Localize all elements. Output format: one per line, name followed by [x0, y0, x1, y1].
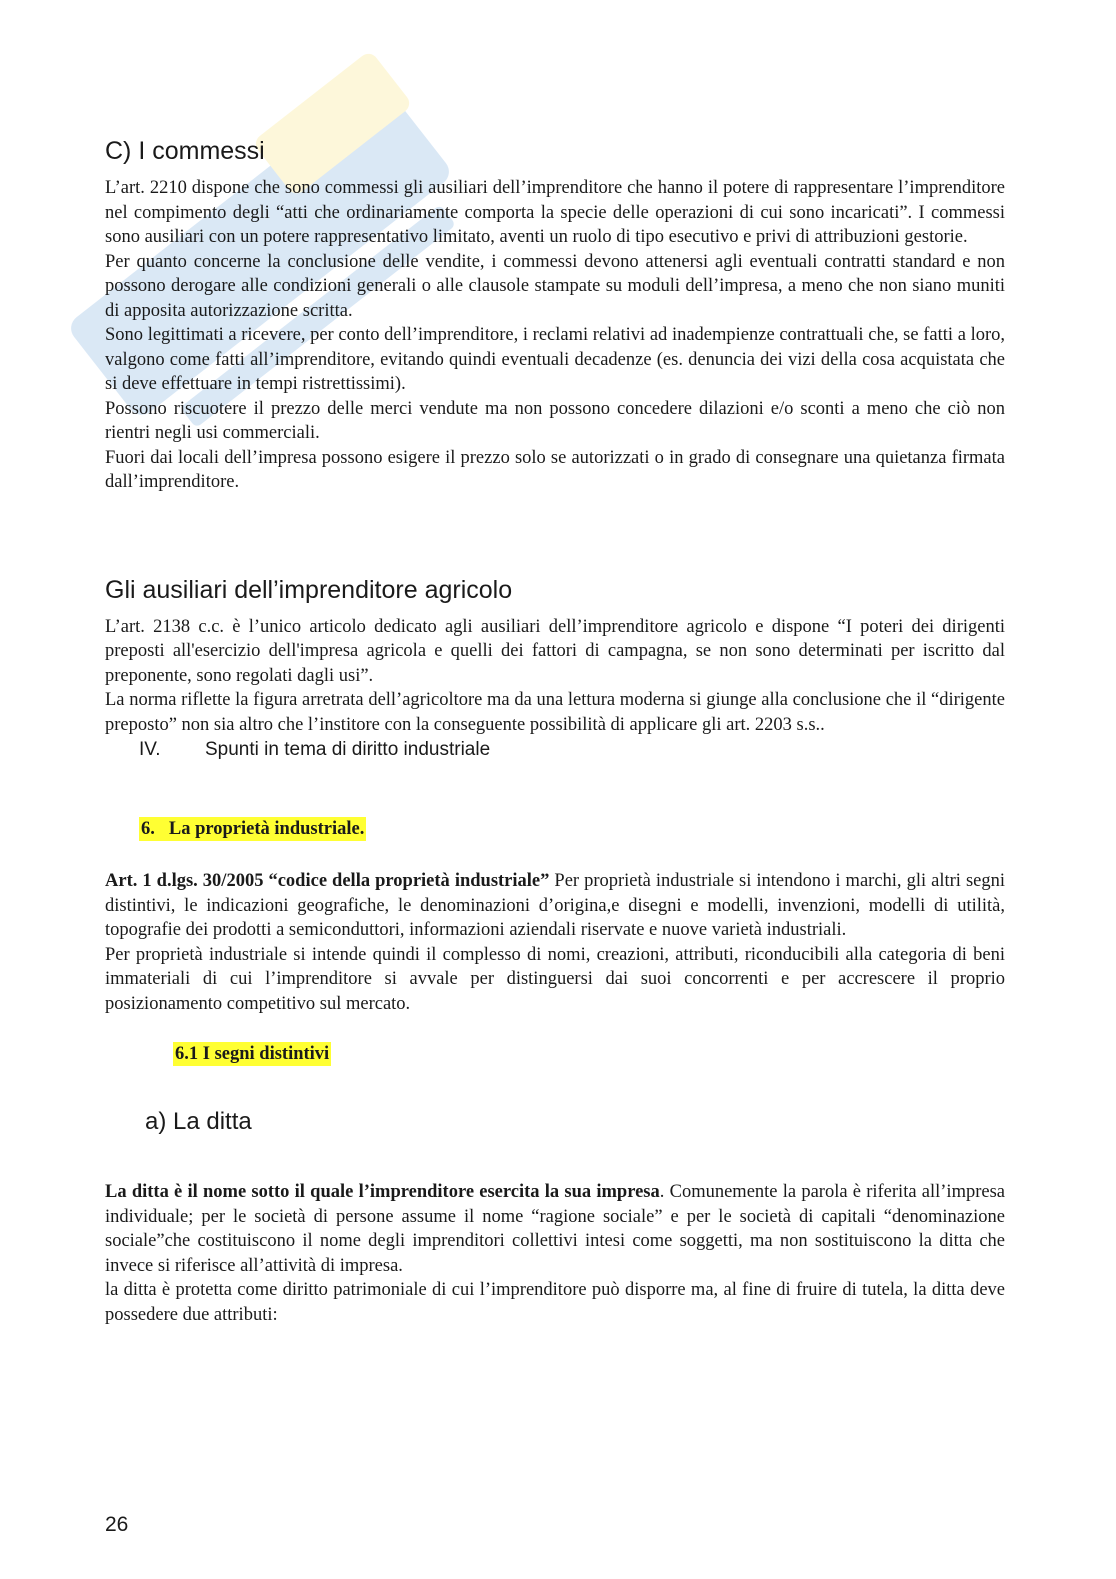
- subsection-title-ditta: a) La ditta: [145, 1108, 252, 1135]
- heading-number: 6.: [141, 819, 155, 839]
- paragraph: Possono riscuotere il prezzo delle merci vendute ma non possono concedere dilazioni e/o sconti a meno che ciò non rientri negli usi commerciali.: [105, 398, 1005, 443]
- section-title-agricolo: Gli ausiliari dell’imprenditore agricolo: [105, 575, 513, 604]
- highlighted-heading-6: [139, 817, 366, 841]
- paragraph-text: Per proprietà industriale si intendono i marchi, gli altri segni distintivi, le indicazioni geografiche, le denominazioni d’origina,e disegni e modelli, invenzioni, modelli di utilità, topografie dei prodotti a semiconduttori, informazioni aziendali riservate e nuove varietà industriali.: [105, 871, 1005, 940]
- paragraph: Sono legittimati a ricevere, per conto dell’imprenditore, i reclami relativi ad inadempienze contrattuali che, se fatti a loro, valgono come fatti all’imprenditore, evitando quindi eventuali decadenze (es. denuncia dei vizi della cosa acquistata che si deve effettuare in tempi ristrettissimi).: [105, 325, 1005, 394]
- paragraph: Per proprietà industriale si intende quindi il complesso di nomi, creazioni, attributi, riconducibili alla categoria di beni immateriali di cui l’imprenditore si avvale per distinguersi dai suoi concorrenti e per accrescere il proprio posizionamento competitivo sul mercato.: [105, 944, 1005, 1014]
- paragraph: Per quanto concerne la conclusione delle vendite, i commessi devono attenersi agli eventuali contratti standard e non possono derogare alle condizioni generali o alle clausole stampate su moduli dell’impresa, a meno che non siano muniti di apposita autorizzazione scritta.: [105, 251, 1005, 321]
- heading-title: La proprietà industriale.: [168, 819, 365, 839]
- highlighted-heading-6-1: 6.1 I segni distintivi: [175, 1044, 330, 1064]
- bold-citation: Art. 1 d.lgs. 30/2005 “codice della proprietà industriale”: [105, 871, 550, 891]
- paragraph-art1: [105, 869, 1005, 943]
- paragraph: L’art. 2138 c.c. è l’unico articolo dedicato agli ausiliari dell’imprenditore agricolo e dispone “I poteri dei dirigenti preposti all'esercizio dell'impresa agricola e quelli dei fattori di campagna, se non sono determinati per iscritto dal preponente, sono regolati dagli usi”.: [105, 616, 1005, 686]
- document-page: [105, 130, 1005, 1327]
- bold-definition: La ditta è il nome sotto il quale l’imprenditore esercita la sua impresa: [105, 1182, 660, 1202]
- paragraph: la ditta è protetta come diritto patrimoniale di cui l’imprenditore può disporre ma, al fine di fruire di tutela, la ditta deve possedere due attributi:: [105, 1280, 1005, 1325]
- heading-6-1-wrapper: [173, 1042, 1005, 1066]
- chapter-title: Spunti in tema di diritto industriale: [205, 739, 491, 760]
- page-number: 26: [105, 1513, 129, 1536]
- paragraph: Fuori dai locali dell’impresa possono esigere il prezzo solo se autorizzati o in grado di consegnare una quietanza firmata dall’imprenditore.: [105, 447, 1005, 492]
- paragraph: L’art. 2210 dispone che sono commessi gli ausiliari dell’imprenditore che hanno il potere di rappresentare l’imprenditore nel compimento degli “atti che ordinariamente comporta la specie delle operazioni di cui sono incaricati”. I commessi sono ausiliari con un potere rappresentativo limitato, aventi un ruolo di tipo esecutivo e privi di attribuzioni gestorie.: [105, 178, 1005, 247]
- paragraph-ditta: [105, 1180, 1005, 1278]
- chapter-numeral: IV.: [139, 739, 161, 760]
- paragraph: La norma riflette la figura arretrata dell’agricoltore ma da una lettura moderna si giunge alla conclusione che il “dirigente preposto” non sia altro che l’institore con la conseguente possibilità di applicare gli art. 2203 s.s..: [105, 690, 1005, 735]
- paragraph-text: . Comunemente la parola è riferita all’impresa individuale; per le società di persone assume il nome “ragione sociale” e per le società di capitali “denominazione sociale”che costituiscono il nome degli imprenditori collettivi intesi come soggetti, ma non sostituiscono la ditta che invece si riferisce all’attività di impresa.: [105, 1182, 1005, 1276]
- heading-6-wrapper: [139, 817, 1005, 841]
- section-title-commessi: C) I commessi: [105, 137, 265, 165]
- chapter-heading-iv: [139, 737, 1005, 763]
